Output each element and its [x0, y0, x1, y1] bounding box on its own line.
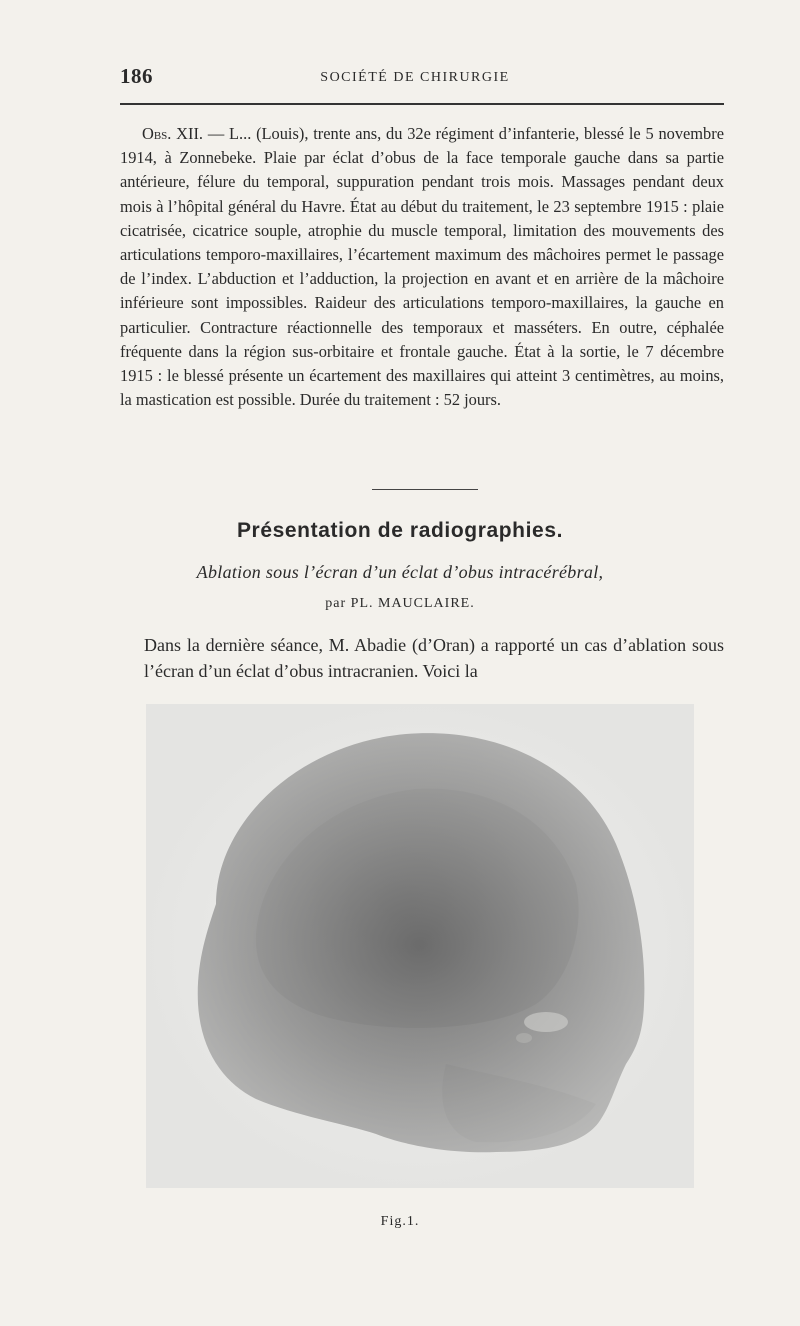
- header-rule: [120, 103, 724, 105]
- observation-paragraph: [120, 122, 724, 412]
- observation-label: Obs. XII.: [142, 124, 204, 143]
- page-number: 186: [120, 64, 153, 88]
- intro-paragraph: Dans la dernière séance, M. Abadie (d’Oran) a rapporté un cas d’ablation sous l’écran d’un éclat d’obus intracranien. Voici la: [144, 635, 724, 681]
- figure-caption: Fig.1.: [380, 1214, 420, 1229]
- observation-text: — L... (Louis), trente ans, du 32e régiment d’infanterie, blessé le 5 novembre 1914, à Zonnebeke. Plaie par éclat d’obus de la face temporale gauche dans sa partie antérieure, félure du temporal, suppuration pendant trois mois. Massages pendant deux mois à l’hôpital général du Havre. État au début du traitement, le 23 septembre 1915 : plaie cicatrisée, cicatrice souple, atrophie du muscle temporal, limitation des mouvements des articulations temporo-maxillaires, l’écartement maximum des mâchoires permet le passage de l’index. L’abduction et l’adduction, la projection en avant et en arrière de la mâchoire inférieure sont impossibles. Raideur des articulations temporo-maxillaires, la gauche en particulier. Contracture réactionnelle des temporaux et masséters. En outre, céphalée fréquente dans la région sus-orbitaire et frontale gauche. État à la sortie, le 7 décembre 1915 : le blessé présente un écartement des maxillaires qui atteint 3 centimètres, au moins, la mastication est possible. Durée du traitement : 52 jours.: [120, 124, 724, 410]
- skull-radiograph: [146, 704, 694, 1188]
- running-head: SOCIÉTÉ DE CHIRURGIE: [320, 70, 510, 85]
- radiograph-figure: [146, 704, 694, 1188]
- author-byline: par PL. MAUCLAIRE.: [325, 596, 475, 611]
- section-subtitle: Ablation sous l’écran d’un éclat d’obus intracérébral,: [196, 562, 604, 582]
- section-title: Présentation de radiographies.: [236, 519, 564, 542]
- section-divider: [372, 489, 478, 490]
